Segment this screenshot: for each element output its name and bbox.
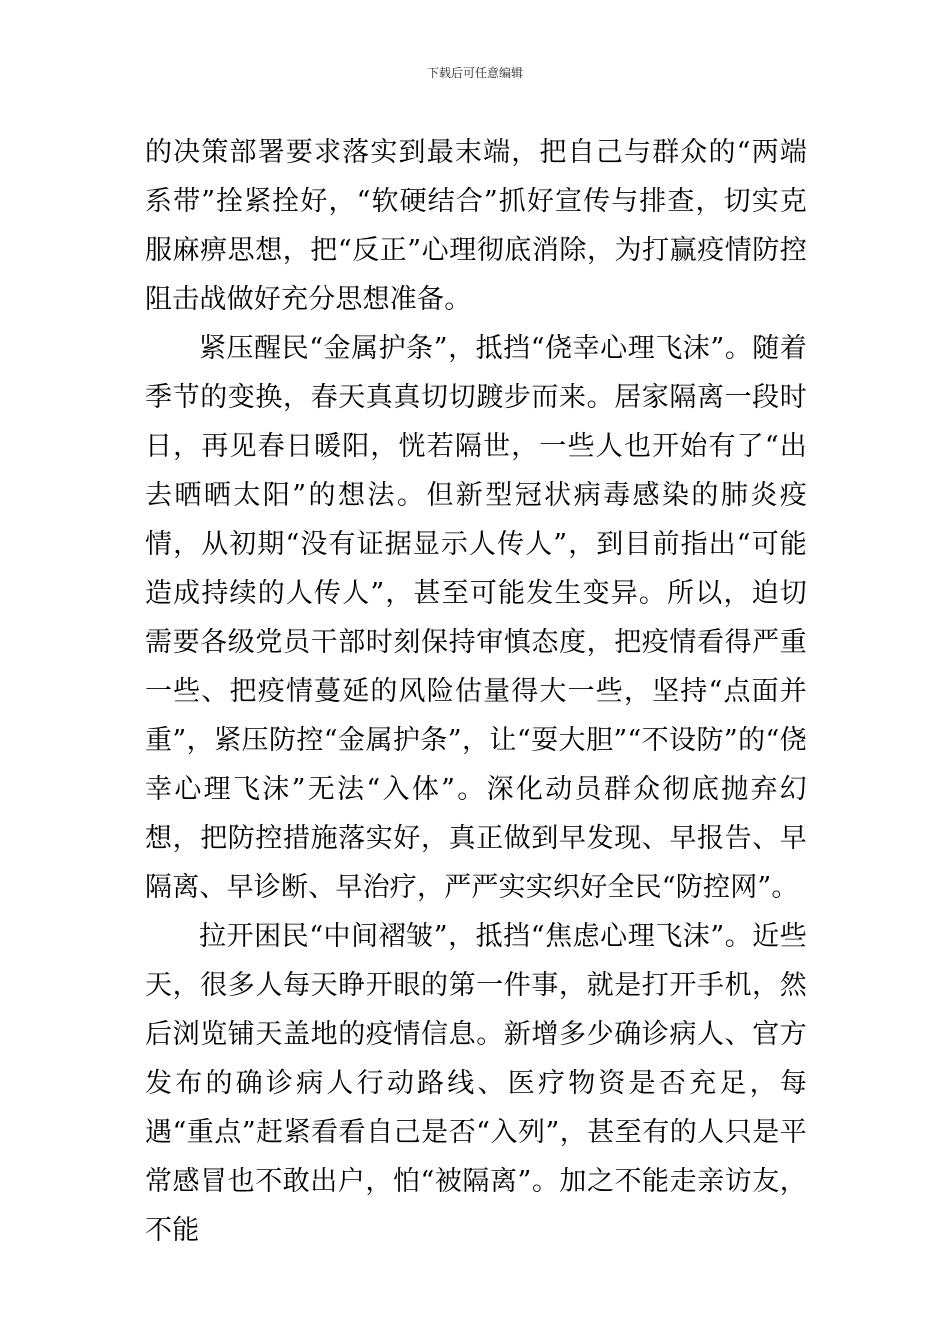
document-body <box>145 128 807 1255</box>
paragraph-3: 拉开困民“中间褶皱”，抵挡“焦虑心理飞沫”。近些天，很多人每天睁开眼的第一件事，就是打开手机，然后浏览铺天盖地的疫情信息。新增多少确诊病人、官方发布的确诊病人行动路线、医疗物资是否充足，每遇“重点”赶紧看看自己是否“入列”，甚至有的人只是平常感冒也不敢出户，怕“被隔离”。加之不能走亲访友，不能 <box>145 921 807 1246</box>
page-header: 下载后可任意编辑 <box>426 66 523 80</box>
paragraph-1: 的决策部署要求落实到最末端，把自己与群众的“两端系带”拴紧拴好，“软硬结合”抓好宣传与排查，切实克服麻痹思想，把“反正”心理彻底消除，为打赢疫情防控阻击战做好充分思想准备。 <box>145 137 807 315</box>
paragraph-2: 紧压醒民“金属护条”，抵挡“侥幸心理飞沫”。随着季节的变换，春天真真切切踱步而来。居家隔离一段时日，再见春日暖阳，恍若隔世，一些人也开始有了“出去晒晒太阳”的想法。但新型冠状病毒感染的肺炎疫情，从初期“没有证据显示人传人”，到目前指出“可能造成持续的人传人”，甚至可能发生变异。所以，迫切需要各级党员干部时刻保持审慎态度，把疫情看得严重一些、把疫情蔓延的风险估量得大一些，坚持“点面并重”，紧压防控“金属护条”，让“耍大胆”“不设防”的“侥幸心理飞沫”无法“入体”。深化动员群众彻底抛弃幻想，把防控措施落实好，真正做到早发现、早报告、早隔离、早诊断、早治疗，严严实实织好全民“防控网”。 <box>145 333 807 903</box>
